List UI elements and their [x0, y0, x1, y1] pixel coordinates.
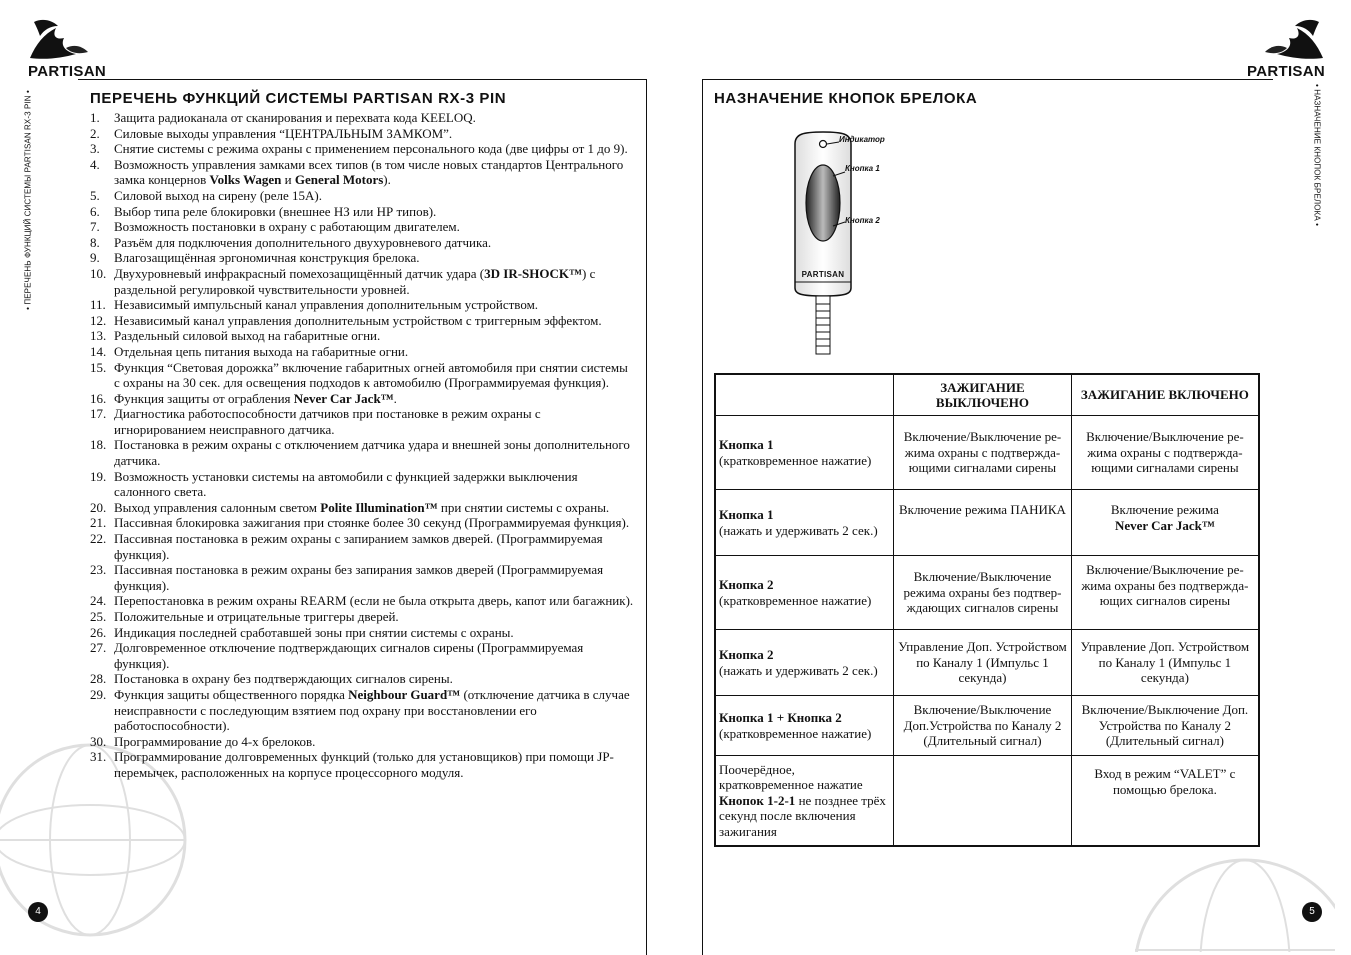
- list-item-number: 13.: [90, 328, 107, 344]
- brand-wordmark: PARTISAN: [1247, 63, 1325, 80]
- list-item-text: Независимый канал управления дополнительным устройством с триггерным эффектом.: [114, 312, 602, 328]
- key-action: (нажать и удерживать 2 сек.): [719, 662, 878, 678]
- list-item-text: Защита радиоканала от сканирования и перехвата кода KEELOQ.: [114, 110, 476, 125]
- list-item-text: Пассивная постановка в режим охраны без запирания замков дверей (Программируемая функция).: [114, 562, 604, 593]
- list-item-number: 8.: [90, 234, 100, 250]
- left-page: [0, 0, 675, 954]
- list-item-number: 10.: [90, 265, 107, 281]
- off-cell: [894, 756, 1072, 846]
- buttons-title: НАЗНАЧЕНИЕ КНОПОК БРЕЛОКА: [714, 90, 978, 107]
- list-item-number: 26.: [90, 624, 107, 640]
- list-item: [90, 328, 635, 344]
- list-item: [90, 297, 635, 313]
- table-row: [715, 630, 1259, 696]
- key-cell: [715, 556, 894, 630]
- key-name: Кнопок 1-2-1: [719, 792, 796, 808]
- list-item: [90, 469, 635, 500]
- list-item-text: Раздельный силовой выход на габаритные огни.: [114, 328, 381, 344]
- key-name: Кнопка 2: [719, 647, 774, 662]
- list-item: [90, 266, 635, 297]
- list-item-number: 28.: [90, 671, 107, 687]
- key-name: Кнопка 2: [719, 577, 774, 592]
- list-item: [90, 313, 635, 329]
- list-item: [90, 500, 635, 516]
- table-row: [715, 416, 1259, 490]
- list-item-number: 7.: [90, 219, 100, 235]
- list-item-number: 29.: [90, 686, 107, 702]
- list-item-number: 20.: [90, 499, 107, 515]
- list-item-number: 30.: [90, 733, 107, 749]
- list-item: [90, 391, 635, 407]
- list-item-number: 9.: [90, 250, 100, 266]
- list-item: [90, 141, 635, 157]
- header-ignition-on: ЗАЖИГАНИЕ ВКЛЮЧЕНО: [1071, 374, 1259, 416]
- on-cell: Вход в режим “VALET” с помощью брелока.: [1071, 756, 1259, 846]
- table-row: [715, 556, 1259, 630]
- indicator-label: Индикатор: [839, 135, 885, 144]
- list-item: [90, 515, 635, 531]
- brand-wordmark: PARTISAN: [28, 63, 106, 80]
- list-item: [90, 204, 635, 220]
- list-item-text: Функция защиты от ограбления: [114, 390, 294, 406]
- list-item-number: 22.: [90, 531, 107, 547]
- table-header-row: [715, 374, 1259, 416]
- partisan-logo: [26, 14, 118, 80]
- list-item: [90, 250, 635, 266]
- list-item-text: Долговременное отключение подтверждающих сигналов сирены (Программируемая функция).: [114, 640, 584, 671]
- on-cell: [1071, 490, 1259, 556]
- list-item-text: Программирование долговременных функций (только для установщиков) при помощи JP-перемычек, расположенных на корпусе процессорного модуля.: [114, 749, 614, 780]
- list-item-text: Функция защиты общественного порядка: [114, 686, 349, 702]
- list-item-text: Диагностика работоспособности датчиков при постановке в режим охраны с игнорированием неисправного датчика.: [114, 406, 541, 437]
- key-action: не позднее трёх секунд после включения зажигания: [719, 792, 886, 839]
- list-item-emphasis: Neighbour Guard™: [348, 686, 461, 702]
- list-item-text: Отдельная цепь питания выхода на габаритные огни.: [114, 343, 409, 359]
- list-item-text: (отключение датчика в случае неисправности с последующим взятием под охрану при восстановлении его работоспособности).: [114, 686, 630, 734]
- eagle-logo-icon: [1235, 14, 1327, 64]
- list-item-text: Снятие системы с режима охраны с применением персонального кода (две цифры от 1 до 9).: [114, 141, 628, 157]
- list-item: [90, 360, 635, 391]
- list-item-number: 2.: [90, 125, 100, 141]
- left-side-caption: • ПЕРЕЧЕНЬ ФУНКЦИЙ СИСТЕМЫ PARTISAN RX-3 PIN •: [23, 90, 33, 310]
- fob-brand-label: PARTISAN: [801, 270, 845, 279]
- list-item: [90, 126, 635, 142]
- list-item-text: Пассивная блокировка зажигания при стоянке более 30 секунд (Программируемая функция).: [114, 515, 630, 531]
- list-item-number: 25.: [90, 609, 107, 624]
- list-item-text: Постановка в охрану без подтверждающих сигналов сирены.: [114, 671, 453, 687]
- on-cell-text: Включение режима: [1110, 502, 1219, 517]
- list-item-emphasis: Volks Wagen: [209, 172, 282, 188]
- list-item-number: 5.: [90, 187, 100, 203]
- list-item: [90, 531, 635, 562]
- off-cell: Включение/Выключение режима охраны без подтвер-ждающих сигналов сирены: [894, 556, 1072, 630]
- list-item-number: 3.: [90, 141, 100, 157]
- list-item-text: Двухуровневый инфракрасный помехозащищённый датчик удара (: [114, 265, 485, 281]
- off-cell: Включение/Выключение ре-жима охраны с подтвержда-ющими сигналами сирены: [894, 416, 1072, 490]
- list-item-text: Положительные и отрицательные триггеры дверей.: [114, 609, 399, 624]
- list-item-text: Выбор типа реле блокировки (внешнее НЗ или НР типов).: [114, 203, 437, 219]
- list-item-number: 31.: [90, 749, 107, 765]
- right-side-caption: • НАЗНАЧЕНИЕ КНОПОК БРЕЛОКА •: [1312, 84, 1322, 226]
- list-item-number: 19.: [90, 468, 107, 484]
- list-item-number: 11.: [90, 297, 106, 313]
- list-item-number: 4.: [90, 156, 100, 172]
- key-cell: [715, 490, 894, 556]
- list-item-text: Независимый импульсный канал управления дополнительным устройством.: [114, 297, 539, 313]
- button1-label: Кнопка 1: [845, 164, 880, 173]
- list-item-text: Возможность постановки в охрану с работающим двигателем.: [114, 219, 460, 235]
- eagle-logo-icon: [26, 14, 118, 64]
- list-item-number: 16.: [90, 390, 107, 406]
- list-item-text: Постановка в режим охраны с отключением датчика удара и внешней зоны дополнительного датчика.: [114, 437, 630, 469]
- list-item-text: Влагозащищённая эргономичная конструкция брелока.: [114, 250, 420, 266]
- list-item-text: Индикация последней сработавшей зоны при снятии системы с охраны.: [114, 624, 514, 640]
- key-action: (кратковременное нажатие): [719, 725, 872, 741]
- key-cell: [715, 756, 894, 846]
- list-item-text: и: [281, 172, 295, 188]
- list-item-text: Возможность установки системы на автомобили с функцией задержки выключения салонного света.: [114, 468, 578, 500]
- header-empty: [715, 374, 894, 416]
- list-item-number: 12.: [90, 312, 107, 328]
- list-item-text: Выход управления салонным светом: [114, 499, 321, 515]
- key-cell: [715, 696, 894, 756]
- list-item: [90, 593, 635, 609]
- list-item-number: 6.: [90, 203, 100, 219]
- list-item-text: Силовые выходы управления “ЦЕНТРАЛЬНЫМ ЗАМКОМ”.: [114, 125, 453, 141]
- list-item: [90, 406, 635, 437]
- key-prefix: Поочерёдное, кратковременное нажатие: [719, 761, 863, 792]
- list-item-text: .: [393, 390, 397, 406]
- list-item-text: Программирование до 4-х брелоков.: [114, 733, 316, 749]
- list-item-text: ) с раздельной регулировкой чувствительности уровней.: [114, 265, 596, 297]
- key-name: Кнопка 1 + Кнопка 2: [719, 710, 842, 725]
- table-row: [715, 696, 1259, 756]
- off-cell: Включение режима ПАНИКА: [894, 490, 1072, 556]
- table-row: [715, 756, 1259, 846]
- page-number: 5: [1302, 902, 1322, 922]
- key-fob-figure: [793, 130, 923, 360]
- on-cell: Управление Доп. Устройством по Каналу 1 (Импульс 1 секунда): [1071, 630, 1259, 696]
- key-cell: [715, 416, 894, 490]
- list-item-number: 17.: [90, 406, 107, 422]
- button2-label: Кнопка 2: [845, 216, 880, 225]
- key-name: Кнопка 1: [719, 437, 774, 452]
- list-item-emphasis: General Motors: [294, 172, 384, 188]
- off-cell: Включение/Выключение Доп.Устройства по Каналу 2 (Длительный сигнал): [894, 696, 1072, 756]
- list-item-text: Силовой выход на сирену (реле 15А).: [114, 187, 322, 203]
- list-item: [90, 437, 635, 468]
- key-action: (нажать и удерживать 2 сек.): [719, 522, 878, 538]
- list-item: [90, 671, 635, 687]
- list-item: [90, 562, 635, 593]
- list-item-number: 21.: [90, 515, 107, 531]
- list-item: [90, 640, 635, 671]
- list-item-emphasis: 3D IR-SHOCK™: [484, 265, 583, 281]
- list-item-text: ).: [383, 172, 391, 188]
- button-functions-table: [714, 373, 1260, 847]
- partisan-logo: [1235, 14, 1327, 80]
- list-item-emphasis: Never Car Jack™: [293, 390, 394, 406]
- list-item: [90, 110, 635, 126]
- functions-title: ПЕРЕЧЕНЬ ФУНКЦИЙ СИСТЕМЫ PARTISAN RX-3 PIN: [90, 90, 507, 107]
- on-cell-bold: Never Car Jack™: [1114, 517, 1215, 533]
- list-item-text: при снятии системы с охраны.: [437, 499, 610, 515]
- page-number: 4: [28, 902, 48, 922]
- functions-list: [90, 110, 635, 781]
- list-item-text: Возможность управления замками всех типов (в том числе новых стандартов Центрального замка концернов: [114, 156, 624, 188]
- list-item: [90, 625, 635, 641]
- list-item-number: 23.: [90, 562, 107, 578]
- on-cell: Включение/Выключение Доп. Устройства по Каналу 2 (Длительный сигнал): [1071, 696, 1259, 756]
- list-item: [90, 219, 635, 235]
- list-item: [90, 235, 635, 251]
- table-row: [715, 490, 1259, 556]
- key-action: (кратковременное нажатие): [719, 452, 872, 468]
- list-item-number: 24.: [90, 593, 107, 609]
- list-item-number: 14.: [90, 343, 107, 359]
- list-item-text: Пассивная постановка в режим охраны с запиранием замков дверей. (Программируемая функция).: [114, 531, 603, 562]
- list-item-number: 15.: [90, 359, 107, 375]
- key-name: Кнопка 1: [719, 507, 774, 522]
- list-item-number: 18.: [90, 437, 107, 453]
- list-item: [90, 188, 635, 204]
- list-item-text: Разъём для подключения дополнительного двухуровневого датчика.: [114, 234, 492, 250]
- list-item-text: Функция “Световая дорожка” включение габаритных огней автомобиля при снятии системы с охраны на 30 сек. для освещения подходов к автомобилю (Программируемая функция).: [114, 359, 628, 391]
- list-item-emphasis: Polite Illumination™: [320, 499, 438, 515]
- list-item: [90, 344, 635, 360]
- on-cell: Включение/Выключение ре-жима охраны с подтвержда-ющими сигналами сирены: [1071, 416, 1259, 490]
- list-item: [90, 609, 635, 625]
- off-cell: Управление Доп. Устройством по Каналу 1 (Импульс 1 секунда): [894, 630, 1072, 696]
- key-cell: [715, 630, 894, 696]
- header-ignition-off: ЗАЖИГАНИЕ ВЫКЛЮЧЕНО: [894, 374, 1072, 416]
- globe-watermark-icon: [1065, 840, 1335, 952]
- list-item-number: 27.: [90, 640, 107, 656]
- list-item: [90, 157, 635, 188]
- list-item-number: 1.: [90, 110, 100, 125]
- on-cell: Включение/Выключение ре-жима охраны без подтвержда-ющих сигналов сирены: [1071, 556, 1259, 630]
- list-item-text: Перепостановка в режим охраны REARM (если не была открыта дверь, капот или багажник).: [114, 593, 634, 609]
- right-page: [675, 0, 1351, 954]
- key-action: (кратковременное нажатие): [719, 592, 872, 608]
